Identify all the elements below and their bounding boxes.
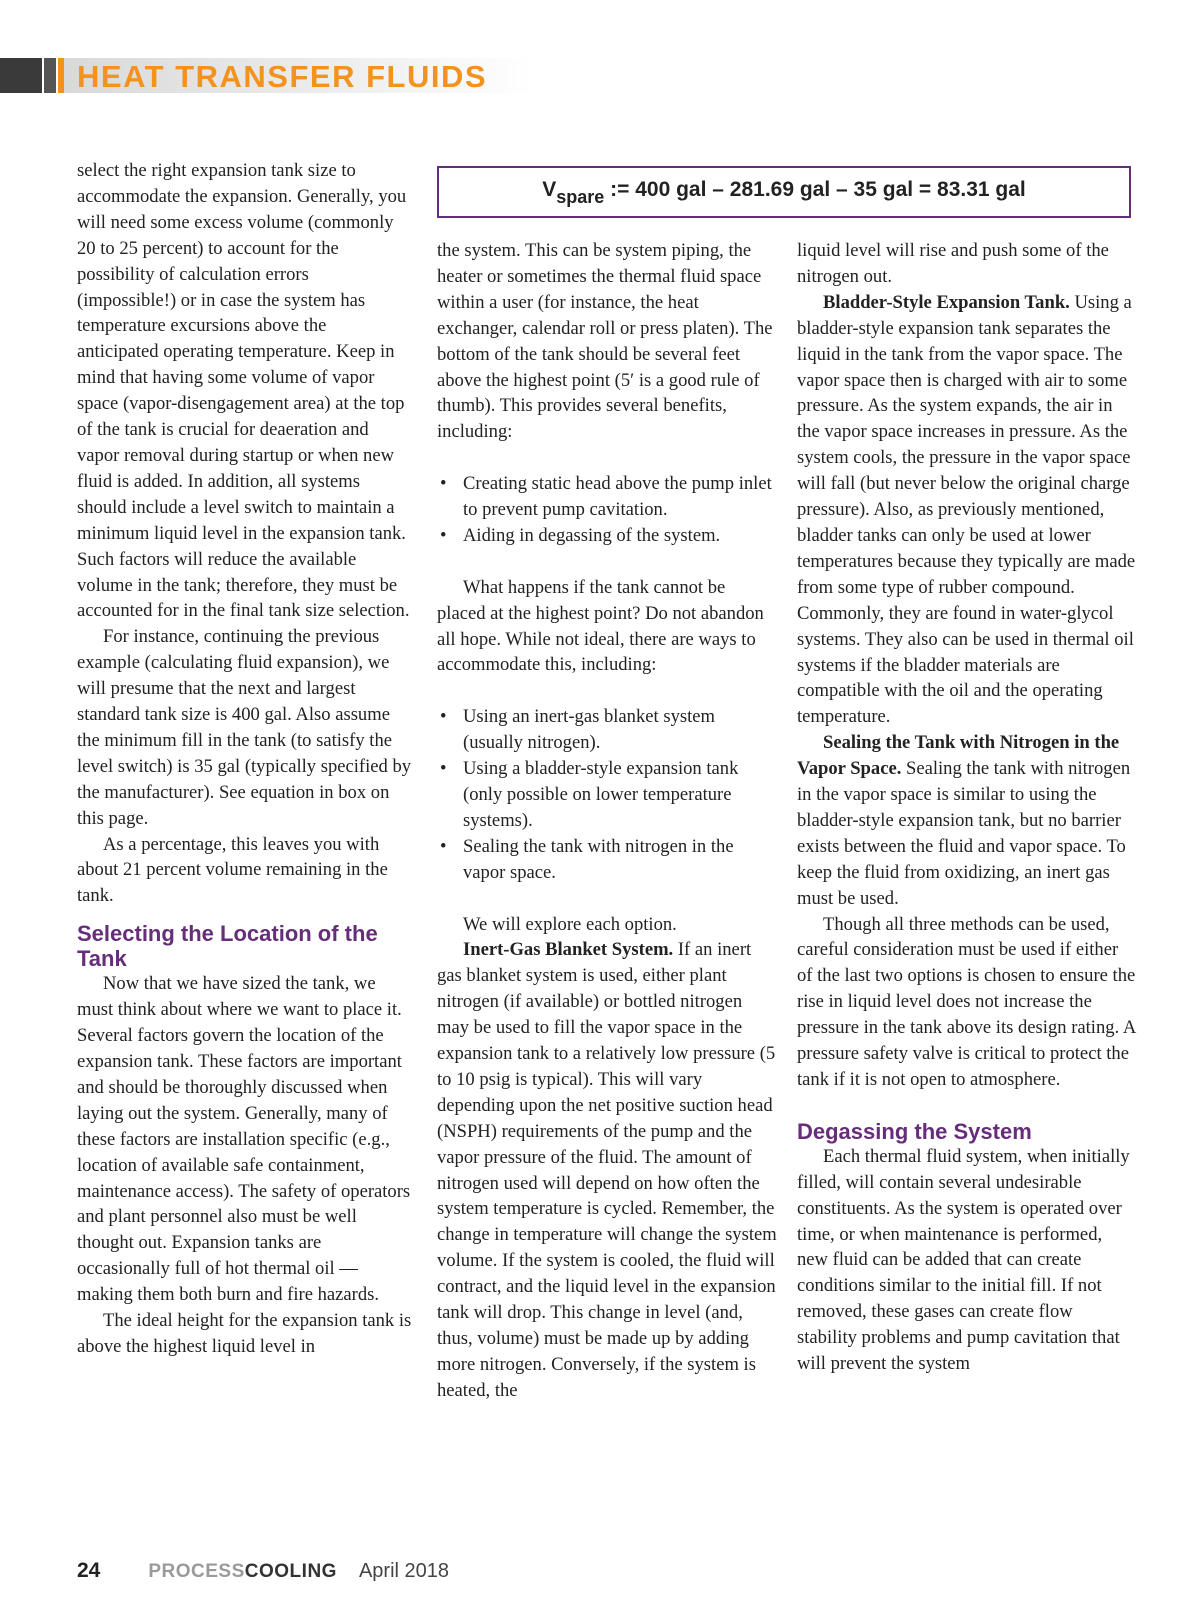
spacer	[437, 549, 777, 575]
bullet-item	[437, 471, 777, 523]
bullet-text: Sealing the tank with nitrogen in the vapor space.	[463, 835, 734, 883]
bullet-icon: •	[440, 706, 447, 728]
paragraph-body: Using a bladder-style expansion tank separates the liquid in the tank from the vapor space. The vapor space then is charged with air to some pressure. As the system expands, the air in the vapor space increases in pressure. As the system cools, the pressure in the vapor space will fall (but never below the original charge pressure). Also, as previously mentioned, bladder tanks can only be used at lower temperatures because they typically are made from some type of rubber compound. Commonly, they are found in water-glycol systems. They also can be used in thermal oil systems if the bladder materials are compatible with the oil and the operating temperature.	[797, 291, 1136, 728]
paragraph: Each thermal fluid system, when initially filled, will contain several undesirable constituents. As the system is operated over time, or when maintenance is performed, new fluid can be added that can create conditions similar to the initial fill. If not removed, these gases can create flow stability problems and pump cavitation that will prevent the system	[797, 1145, 1130, 1375]
bullet-icon: •	[440, 524, 447, 546]
bullet-item	[437, 756, 777, 834]
paragraph: liquid level will rise and push some of the nitrogen out.	[797, 240, 1109, 287]
bullet-item	[437, 834, 777, 886]
bullet-item	[437, 523, 777, 549]
paragraph: What happens if the tank cannot be placed at the highest point? Do not abandon all hope. While not ideal, there are ways to accommodate this, including:	[437, 576, 764, 676]
paragraph: We will explore each option.	[463, 913, 677, 935]
bullet-text: Creating static head above the pump inlet to prevent pump cavitation.	[463, 473, 772, 521]
page-footer	[77, 1556, 449, 1586]
page-number: 24	[77, 1559, 101, 1582]
paragraph	[797, 290, 1137, 730]
column-2	[437, 238, 777, 1404]
bullet-text: Using an inert-gas blanket system (usually nitrogen).	[463, 706, 715, 754]
bullet-text: Aiding in degassing of the system.	[463, 524, 721, 546]
run-in-heading: Bladder-Style Expansion Tank.	[823, 291, 1070, 313]
run-in-heading: Inert-Gas Blanket System.	[463, 939, 674, 961]
publication-name-part1: PROCESS	[148, 1561, 245, 1582]
issue-date: April 2018	[358, 1560, 450, 1582]
paragraph-body: Sealing the tank with nitrogen in the vapor space is similar to using the bladder-style expansion tank, but no barrier exists between the fluid and vapor space. To keep the fluid from oxidizing, an inert gas must be used.	[797, 758, 1131, 909]
header-accent-dark	[0, 58, 42, 93]
header-accent-mid	[44, 58, 56, 93]
run-in-heading: Sealing the Tank with Nitrogen in the Vapor Space.	[797, 732, 1120, 780]
paragraph: select the right expansion tank size to accommodate the expansion. Generally, you will need some excess volume (commonly 20 to 25 percent) to account for the possibility of calculation errors (impossible!) or in case the system has temperature excursions above the anticipated operating temperature. Keep in mind that having some volume of vapor space (vapor-disengagement area) at the top of the tank is crucial for deaeration and vapor removal during startup or when new fluid is added. In addition, all systems should include a level switch to maintain a minimum liquid level in the expansion tank. Such factors will reduce the available volume in the tank; therefore, they must be accounted for in the final tank size selection.	[77, 160, 410, 622]
spacer	[437, 886, 777, 912]
paragraph: For instance, continuing the previous example (calculating fluid expansion), we will presume that the next and largest standard tank size is 400 gal. Also assume the minimum fill in the tank (to satisfy the level switch) is 35 gal (typically specified by the manufacturer). See equation in box on this page.	[77, 626, 412, 829]
spacer	[797, 1093, 1137, 1119]
equation-var-main: V	[542, 178, 557, 201]
paragraph	[797, 730, 1137, 911]
paragraph	[437, 937, 777, 1403]
paragraph-body: If an inert gas blanket system is used, either plant nitrogen (if available) or bottled nitrogen may be used to fill the vapor space in the expansion tank to a relatively low pressure (5 to 10 psig is typical). This will vary depending upon the net positive suction head (NSPH) requirements of the pump and the vapor pressure of the fluid. The amount of nitrogen used will depend on how often the system temperature is cycled. Remember, the change in temperature will change the system volume. If the system is cooled, the fluid will contract, and the liquid level in the expansion tank will drop. This change in level (and, thus, volume) must be made up by adding more nitrogen. Conversely, if the system is heated, the	[437, 939, 777, 1401]
publication-name-part2: COOLING	[244, 1561, 337, 1582]
equation-variable	[542, 178, 605, 207]
paragraph: The ideal height for the expansion tank is above the highest liquid level in	[77, 1310, 412, 1357]
bullet-icon: •	[440, 835, 447, 857]
section-title: HEAT TRANSFER FLUIDS	[77, 59, 488, 94]
paragraph: As a percentage, this leaves you with about 21 percent volume remaining in the tank.	[77, 833, 388, 907]
paragraph: Now that we have sized the tank, we must think about where we want to place it. Several factors govern the location of the expansion tank. These factors are important and should be thoroughly discussed when laying out the system. Generally, many of these factors are installation specific (e.g., location of available safe containment, maintenance access). The safety of operators and plant personnel also must be well thought out. Expansion tanks are occasionally full of hot thermal oil — making them both burn and fire hazards.	[77, 973, 411, 1306]
equation-rhs: := 400 gal – 281.69 gal – 35 gal = 83.31 gal	[610, 178, 1026, 201]
section-heading-location: Selecting the Location of the Tank	[77, 921, 378, 972]
equation-var-sub: spare	[556, 187, 605, 207]
spacer	[437, 445, 777, 471]
section-heading-degassing: Degassing the System	[797, 1118, 1032, 1144]
column-1	[77, 158, 412, 1360]
bullet-icon: •	[440, 473, 447, 495]
bullet-icon: •	[440, 758, 447, 780]
spacer	[437, 678, 777, 704]
bullet-text: Using a bladder-style expansion tank (only possible on lower temperature systems).	[463, 758, 739, 831]
paragraph: the system. This can be system piping, the heater or sometimes the thermal fluid space within a user (for instance, the heat exchanger, calendar roll or press platen). The bottom of the tank should be several feet above the highest point (5′ is a good rule of thumb). This provides several benefits, including:	[437, 240, 773, 443]
bullet-item	[437, 704, 777, 756]
equation-box	[437, 166, 1131, 218]
paragraph: Though all three methods can be used, careful consideration must be used if either of the last two options is chosen to ensure the rise in liquid level does not increase the pressure in the tank above its design rating. A pressure safety valve is critical to protect the tank if it is not open to atmosphere.	[797, 913, 1136, 1090]
column-3	[797, 238, 1137, 1377]
